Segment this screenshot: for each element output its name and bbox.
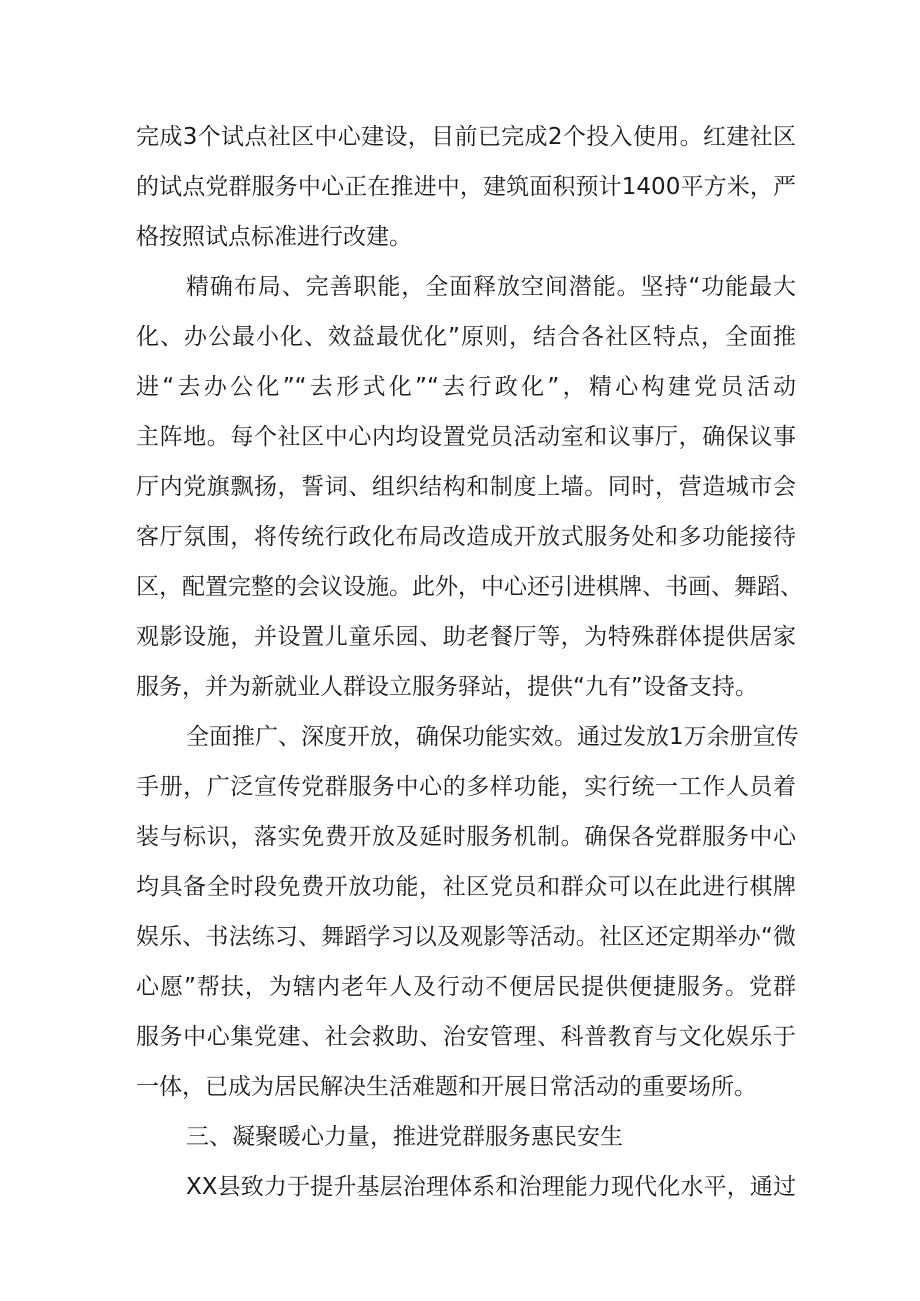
section-heading: 三、凝聚暖心力量，推进党群服务惠民安生: [186, 1124, 623, 1150]
body-text-line: 完成3个试点社区中心建设，目前已完成2个投入使用。红建社区: [136, 124, 796, 150]
body-text-line: 区，配置完整的会议设施。此外，中心还引进棋牌、书画、舞蹈、: [136, 574, 803, 600]
paragraph-first-line: XX县致力于提升基层治理体系和治理能力现代化水平，通过: [186, 1174, 796, 1200]
body-text-line: 的试点党群服务中心正在推进中，建筑面积预计1400平方米，严: [136, 174, 796, 200]
body-text-line: 娱乐、书法练习、舞蹈学习以及观影等活动。社区还定期举办“微: [136, 924, 796, 950]
paragraph-first-line: 全面推广、深度开放，确保功能实效。通过发放1万余册宣传: [186, 724, 799, 750]
body-text-line: 化、办公最小化、效益最优化”原则，结合各社区特点，全面推: [136, 324, 796, 350]
body-text-line: 客厅氛围，将传统行政化布局改造成开放式服务处和多功能接待: [136, 524, 796, 550]
body-text-line: 手册，广泛宣传党群服务中心的多样功能，实行统一工作人员着: [136, 774, 796, 800]
body-text-line: 装与标识，落实免费开放及延时服务机制。确保各党群服务中心: [136, 824, 796, 850]
body-text-line: 主阵地。每个社区中心内均设置党员活动室和议事厅，确保议事: [136, 424, 796, 450]
paragraph-first-line: 精确布局、完善职能，全面释放空间潜能。坚持“功能最大: [186, 274, 796, 300]
body-text-line: 服务，并为新就业人群设立服务驿站，提供“九有”设备支持。: [136, 674, 758, 700]
body-text-line: 服务中心集党建、社会救助、治安管理、科普教育与文化娱乐于: [136, 1024, 796, 1050]
body-text-line: 心愿”帮扶，为辖内老年人及行动不便居民提供便捷服务。党群: [136, 974, 796, 1000]
body-text-line: 进“去办公化”“去形式化”“去行政化”，精心构建党员活动: [136, 374, 796, 400]
body-text-line: 厅内党旗飘扬，誓词、组织结构和制度上墙。同时，营造城市会: [136, 474, 796, 500]
body-text-line: 均具备全时段免费开放功能，社区党员和群众可以在此进行棋牌: [136, 874, 796, 900]
body-text-line: 一体，已成为居民解决生活难题和开展日常活动的重要场所。: [136, 1074, 757, 1100]
body-text-line: 格按照试点标准进行改建。: [136, 224, 412, 250]
body-text-line: 观影设施，并设置儿童乐园、助老餐厅等，为特殊群体提供居家: [136, 624, 796, 650]
